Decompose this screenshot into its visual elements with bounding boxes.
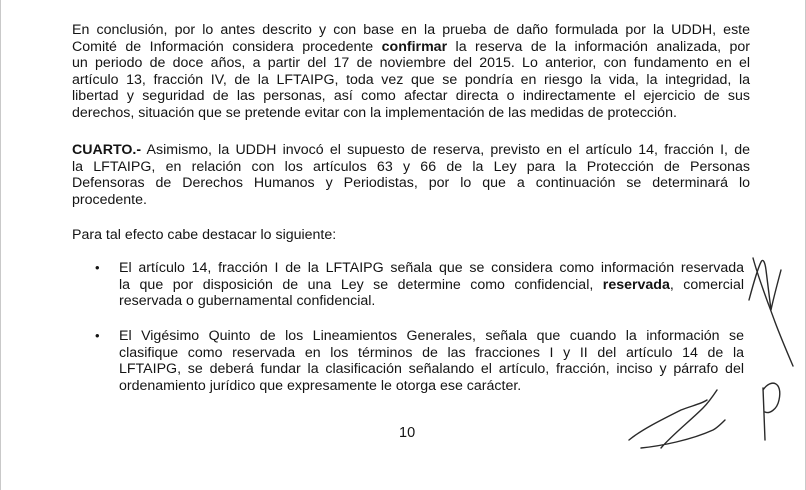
- text-line: derechos, situación que se pretende evitar con la implementación de las medidas de protección.: [72, 104, 677, 121]
- handwritten-signature: [1, 0, 806, 490]
- signature-stroke: [629, 390, 725, 448]
- text-line: Para tal efecto cabe destacar lo siguiente:: [72, 227, 337, 243]
- text-line: Defensoras de Derechos Humanos y Periodistas, por lo que a continuación se determinará lo: [72, 175, 750, 192]
- text-line: clasifique como reservada en los términos de las fracciones I y II del artículo 14 de la: [119, 344, 744, 361]
- text-line: un periodo de doce años, a partir del 17 de noviembre del 2015. Lo anterior, con fundamento en el: [72, 55, 750, 72]
- text-segment: la reserva de la información analizada, por: [447, 38, 750, 55]
- text-line: libertad y seguridad de las personas, así como afectar directa o indirectamente el ejercicio de sus: [72, 88, 750, 105]
- text-segment: la que por disposición de una Ley se determine como confidencial,: [119, 276, 603, 293]
- text-segment: , comercial: [669, 276, 744, 293]
- text-line: En conclusión, por lo antes descrito y con base en la prueba de daño formulada por la UDDH, este: [72, 22, 750, 38]
- bullet-icon: •: [95, 328, 100, 343]
- margin-mark: [749, 260, 781, 310]
- text-line: ordenamiento jurídico que expresamente le otorga ese carácter.: [119, 377, 522, 394]
- text-line: la LFTAIPG, en relación con los artículos 63 y 66 de la Ley para la Protección de Personas: [72, 158, 750, 175]
- text-line: LFTAIPG, se deberá fundar la clasificación señalando el artículo, fracción, inciso y párrafo del: [119, 361, 744, 378]
- text-line: El artículo 14, fracción I de la LFTAIPG señala que se considera como información reservada: [119, 260, 744, 276]
- section-heading: CUARTO.-: [72, 142, 142, 158]
- text-line: artículo 13, fracción IV, de la LFTAIPG, toda vez que se pondría en riesgo la vida, la integridad, la: [72, 71, 750, 88]
- text-segment: Comité de Información considera procedente: [72, 38, 382, 55]
- bold-word: reservada: [602, 276, 670, 293]
- text-segment: Asimismo, la UDDH invocó el supuesto de reserva, previsto en el artículo 14, fracción I, de: [141, 142, 750, 158]
- text-line: procedente.: [72, 191, 147, 208]
- signature-stroke: [763, 383, 780, 440]
- margin-mark: [753, 258, 793, 366]
- page-number: 10: [399, 425, 416, 441]
- bullet-icon: •: [95, 260, 100, 275]
- text-line: El Vigésimo Quinto de los Lineamientos Generales, señala que cuando la información se: [119, 328, 744, 344]
- bold-word: confirmar: [381, 38, 448, 55]
- text-line: reservada o gubernamental confidencial.: [119, 293, 376, 310]
